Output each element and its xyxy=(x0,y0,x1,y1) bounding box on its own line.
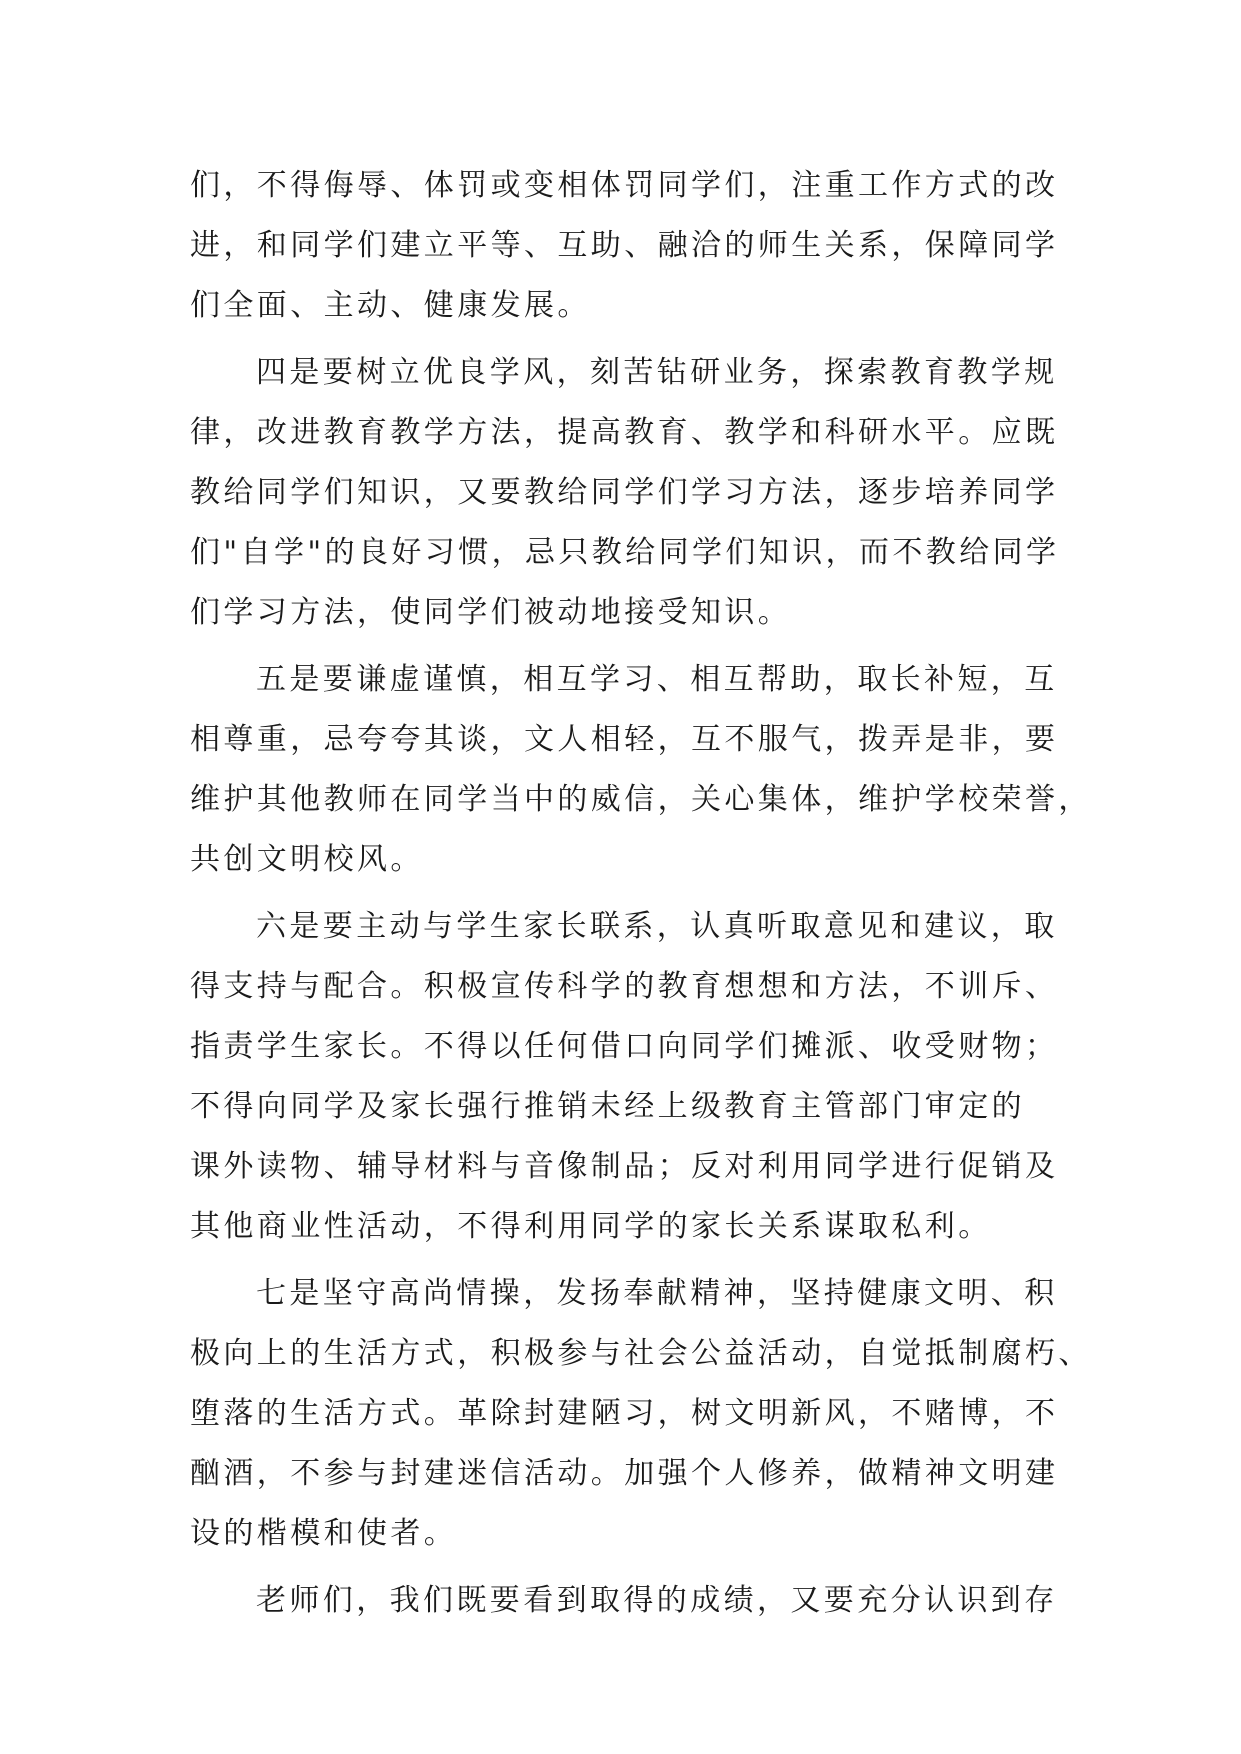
text-line: 酗酒，不参与封建迷信活动。加强个人修养，做精神文明建 xyxy=(190,1456,1059,1491)
text-line: 四是要树立优良学风，刻苦钻研业务，探索教育教学规 xyxy=(256,355,1058,390)
document-body xyxy=(190,156,1092,1631)
text-line: 相尊重，忌夸夸其谈，文人相轻，互不服气，拨弄是非，要 xyxy=(190,722,1059,757)
text-line: 维护其他教师在同学当中的威信，关心集体，维护学校荣誉， xyxy=(190,782,1092,817)
text-line: 设的楷模和使者。 xyxy=(190,1516,458,1551)
text-line: 指责学生家长。不得以任何借口向同学们摊派、收受财物； xyxy=(190,1029,1059,1064)
paragraph-2 xyxy=(190,343,1060,643)
paragraph-3 xyxy=(190,650,1092,890)
paragraph-6 xyxy=(190,1571,1058,1631)
text-line: 教给同学们知识，又要教给同学们学习方法，逐步培养同学 xyxy=(190,475,1059,510)
text-line: 七是坚守高尚情操，发扬奉献精神，坚持健康文明、积 xyxy=(256,1276,1058,1311)
text-line: 进，和同学们建立平等、互助、融洽的师生关系，保障同学 xyxy=(190,228,1059,263)
text-line: 律，改进教育教学方法，提高教育、教学和科研水平。应既 xyxy=(190,415,1059,450)
text-line: 们学习方法，使同学们被动地接受知识。 xyxy=(190,595,792,630)
text-line: 老师们，我们既要看到取得的成绩，又要充分认识到存 xyxy=(256,1583,1058,1618)
paragraph-5 xyxy=(190,1264,1092,1564)
text-line: 共创文明校风。 xyxy=(190,842,424,877)
text-line: 六是要主动与学生家长联系，认真听取意见和建议，取 xyxy=(256,909,1058,944)
text-line: 得支持与配合。积极宣传科学的教育想想和方法，不训斥、 xyxy=(190,969,1059,1004)
text-line: 们，不得侮辱、体罚或变相体罚同学们，注重工作方式的改 xyxy=(190,168,1059,203)
text-line: 们全面、主动、健康发展。 xyxy=(190,288,591,323)
text-line: 课外读物、辅导材料与音像制品；反对利用同学进行促销及 xyxy=(190,1149,1059,1184)
text-line: 不得向同学及家长强行推销未经上级教育主管部门审定的 xyxy=(190,1089,1025,1124)
paragraph-4 xyxy=(190,897,1059,1257)
text-line: 极向上的生活方式，积极参与社会公益活动，自觉抵制腐朽、 xyxy=(190,1336,1092,1371)
text-line: 其他商业性活动，不得利用同学的家长关系谋取私利。 xyxy=(190,1209,992,1244)
text-line: 堕落的生活方式。革除封建陋习，树文明新风，不赌博，不 xyxy=(190,1396,1059,1431)
text-line: 五是要谦虚谨慎，相互学习、相互帮助，取长补短，互 xyxy=(256,662,1058,697)
paragraph-1 xyxy=(190,156,1059,336)
text-line: 们"自学"的良好习惯，忌只教给同学们知识，而不教给同学 xyxy=(190,535,1060,570)
